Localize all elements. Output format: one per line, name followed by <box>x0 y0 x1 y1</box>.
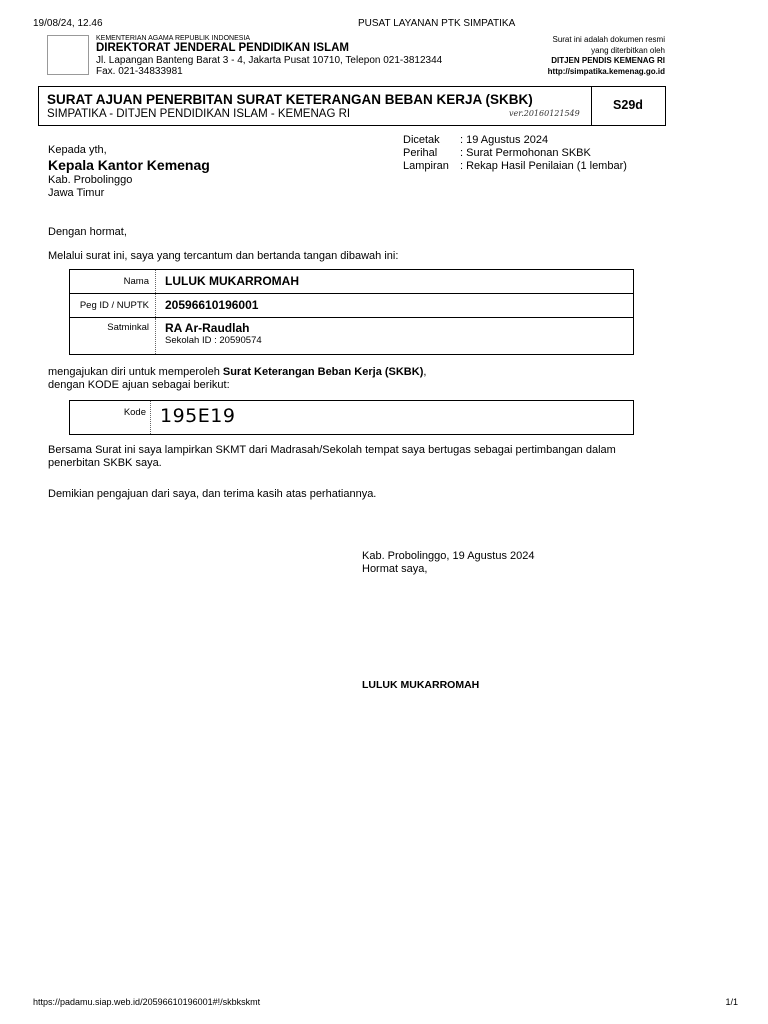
sekolah-id: Sekolah ID : 20590574 <box>165 335 262 346</box>
pegid-value: 20596610196001 <box>165 298 259 312</box>
regards: Hormat saya, <box>362 563 428 575</box>
request-paragraph <box>48 366 688 392</box>
table-row <box>70 318 633 354</box>
ministry-name: KEMENTERIAN AGAMA REPUBLIK INDONESIA <box>96 35 251 42</box>
intro-paragraph: Melalui surat ini, saya yang tercantum dan bertanda tangan dibawah ini: <box>48 250 399 262</box>
letter-title-box <box>38 86 666 126</box>
pegid-label: Peg ID / NUPTK <box>70 294 156 317</box>
fax-line: Fax. 021-34833981 <box>96 66 183 77</box>
salutation: Dengan hormat, <box>48 226 127 238</box>
print-datetime: 19/08/24, 12.46 <box>33 18 103 29</box>
request-prefix: mengajukan diri untuk memperoleh <box>48 366 223 378</box>
table-row <box>70 294 633 318</box>
page-number: 1/1 <box>725 997 738 1007</box>
satminkal-cell <box>156 318 262 354</box>
satminkal-value: RA Ar-Raudlah <box>165 321 250 335</box>
satminkal-label: Satminkal <box>70 318 156 354</box>
lampiran-label: Lampiran <box>403 160 449 172</box>
form-code: S29d <box>613 98 643 112</box>
signature-block <box>362 550 534 576</box>
identity-table <box>69 269 634 355</box>
perihal-value: : Surat Permohonan SKBK <box>460 147 591 159</box>
dicetak-value: : 19 Agustus 2024 <box>460 134 549 146</box>
signer-name: LULUK MUKARROMAH <box>362 679 480 691</box>
resmi-line: Surat ini adalah dokumen resmi <box>552 35 665 44</box>
lampiran-value: : Rekap Hasil Penilaian (1 lembar) <box>460 160 627 172</box>
office-address <box>96 55 442 77</box>
kode-divider <box>150 401 152 434</box>
nama-label: Nama <box>70 270 156 293</box>
letter-subtitle: SIMPATIKA - DITJEN PENDIDIKAN ISLAM - KEMENAG RI <box>47 108 351 120</box>
directorate-name: DIREKTORAT JENDERAL PENDIDIKAN ISLAM <box>96 42 350 54</box>
recipient-line: Jawa Timur <box>48 187 105 199</box>
perihal-label: Perihal <box>403 147 438 159</box>
recipient-block <box>48 144 210 200</box>
request-bold: Surat Keterangan Beban Kerja (SKBK) <box>222 366 424 378</box>
recipient-greeting: Kepada yth, <box>48 144 107 156</box>
table-row <box>70 270 633 294</box>
attachment-paragraph: Bersama Surat ini saya lampirkan SKMT dari Madrasah/Sekolah tempat saya bertugas sebagai pertimbangan dalam penerbitan SKBK saya. <box>48 444 616 469</box>
version-label: ver.20160121549 <box>509 109 580 118</box>
request-line <box>48 366 688 379</box>
kode-box <box>69 400 634 435</box>
place-date: Kab. Probolinggo, 19 Agustus 2024 <box>362 550 535 562</box>
request-line-2: dengan KODE ajuan sebagai berikut: <box>48 379 230 391</box>
issuer-name: DITJEN PENDIS KEMENAG RI <box>551 56 665 65</box>
kode-value: 195E19 <box>160 405 236 427</box>
resmi-line: yang diterbitkan oleh <box>591 45 665 55</box>
issuer-url: http://simpatika.kemenag.go.id <box>547 66 665 76</box>
address-line: Jl. Lapangan Banteng Barat 3 - 4, Jakarta Pusat 10710, Telepon 021-3812344 <box>96 55 443 66</box>
closing-paragraph: Demikian pengajuan dari saya, dan terima kasih atas perhatiannya. <box>48 488 377 500</box>
print-page-title: PUSAT LAYANAN PTK SIMPATIKA <box>358 18 516 29</box>
official-document-note <box>548 35 665 77</box>
recipient-name: Kepala Kantor Kemenag <box>48 157 210 173</box>
dicetak-label: Dicetak <box>403 134 440 146</box>
kode-label: Kode <box>123 407 146 418</box>
page-url: https://padamu.siap.web.id/20596610196001#!/skbkskmt <box>33 997 261 1007</box>
letter-meta <box>403 134 627 173</box>
letter-title: SURAT AJUAN PENERBITAN SURAT KETERANGAN BEBAN KERJA (SKBK) <box>47 92 533 107</box>
nama-value: LULUK MUKARROMAH <box>165 274 299 288</box>
logo-placeholder <box>47 35 89 75</box>
recipient-line: Kab. Probolinggo <box>48 174 133 186</box>
request-suffix: , <box>423 366 427 378</box>
